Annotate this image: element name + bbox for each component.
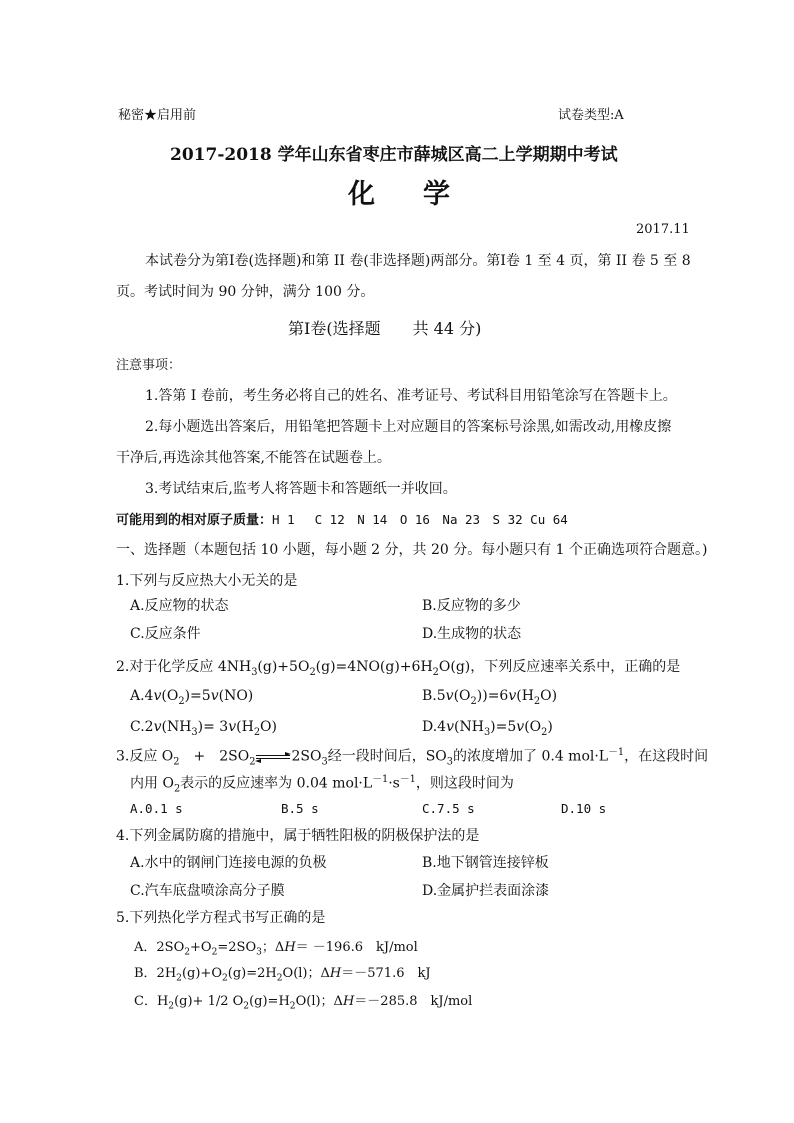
q2-stem-pre: 2.对于化学反应 [116,659,218,675]
q5-option-a: A．$2SO_2+O_2=2SO_3$；ΔH＝ －196.6 kJ/mol [134,940,418,958]
q4-stem: 4.下列金属防腐的措施中，属于牺牲阳极的阴极保护法的是 [116,828,480,844]
q4-option-d: D.金属护拦表面涂漆 [422,883,550,899]
atomic-mass-line [116,509,568,528]
q3-mid1: 经一段时间后，SO [327,748,447,765]
note-3: 3.考试结束后,监考人将答题卡和答题纸一并收回。 [145,481,457,497]
q2-stem: 2.对于化学反应 $4NH_3(g)+5O_2(g)=4NO(g)+6H_2O(g)$，下列反应速率关系中，正确的是 [116,659,681,678]
atomic-mass-label: 可能用到的相对原子质量： [116,513,273,528]
q1-stem: 1.下列与反应热大小无关的是 [116,573,298,589]
intro-line-2: 页。考试时间为 90 分钟，满分 100 分。 [116,284,375,300]
q4-option-b: B.地下钢管连接锌板 [422,855,549,871]
q3-line2-mid: 表示的反应速率为 0.04 mol·L [180,775,373,792]
q3-option-b: B.5 s [281,801,319,816]
part1-instructions: 一、选择题（本题包括 10 小题，每小题 2 分，共 20 分。每小题只有 1 个正确选项符合题意。) [116,542,708,558]
q3-option-d: D.10 s [561,801,607,816]
q5-stem: 5.下列热化学方程式书写正确的是 [116,910,326,926]
subject-title: 化学 [348,179,498,210]
confidential-label: 秘密★启用前 [118,108,197,123]
q5-c-enthalpy: ＝－285.8 kJ/mol [354,994,473,1009]
q1-option-b: B.反应物的多少 [422,598,521,614]
notes-heading: 注意事项： [116,358,182,373]
q3-stem-line-1: 3.反应 $O_2$ + $2SO_2$ $2SO_3$经一段时间后，$SO_3$的浓度增加了 0.4 $mol\cdot L^{-1}$，在这段时间 [116,747,709,768]
q2-option-b: $B.5v(O_2))=6v(H_2O)$ [422,688,558,707]
q3-option-c: C.7.5 s [422,801,475,816]
q5-b-enthalpy: ＝－571.6 kJ [341,966,431,981]
atomic-mass-values: H 1 C 12 N 14 O 16 Na 23 S 32 Cu 64 [272,512,568,527]
q3-option-a: A.0.1 s [130,801,183,816]
q2-option-d: $D.4v(NH_3)=5v(O_2)$ [422,719,553,738]
exam-date: 2017.11 [636,222,690,237]
q5-a-enthalpy: ＝ －196.6 kJ/mol [295,940,418,955]
note-1: 1.答第 I 卷前，考生务必将自己的姓名、准考证号、考试科目用铅笔涂写在答题卡上。 [145,388,677,404]
q3-mid2: 的浓度增加了 0.4 mol·L [453,748,609,765]
q1-option-d: D.生成物的状态 [422,626,522,642]
q2-option-a: $A.4v(O_2)=5v(NO)$ [130,688,254,707]
q3-pre: 3.反应 O [116,748,174,765]
q5-option-b: B．$2H_2(g)+O_2(g)=2H_2O(l)$；ΔH＝－571.6 kJ [134,966,431,984]
q1-option-c: C.反应条件 [130,626,201,642]
paper-type-label: 试卷类型:A [558,108,624,123]
section1-title: 第Ⅰ卷(选择题 共 44 分) [288,319,482,338]
q3-mid3: ，在这段时间 [624,748,709,765]
q3-stem-line-2: 内用 $O_2$表示的反应速率为 0.04 $mol\cdot L^{-1}\cdot s^{-1}$，则这段时间为 [130,774,514,795]
equilibrium-arrow-icon [256,753,290,761]
exam-title: 2017-2018 学年山东省枣庄市薛城区高二上学期期中考试 [170,145,618,165]
q2-option-c: $C.2v(NH_3)= 3v(H_2O)$ [130,719,277,738]
q4-option-c: C.汽车底盘喷涂高分子膜 [130,883,285,899]
q5-option-c: C．$H_2(g)+ 1/2$ $O_2(g)=H_2O(l)$；ΔH＝－285.8 kJ/mol [134,994,473,1012]
note-2b: 干净后,再选涂其他答案,不能答在试题卷上。 [116,450,391,466]
q3-line2-post: ，则这段时间为 [415,775,514,792]
q4-option-a: A.水中的钢闸门连接电源的负极 [130,855,327,871]
q1-option-a: A.反应物的状态 [130,598,229,614]
note-2a: 2.每小题选出答案后，用铅笔把答题卡上对应题目的答案标号涂黑,如需改动,用橡皮擦 [145,419,672,435]
intro-line-1: 本试卷分为第Ⅰ卷(选择题)和第 II 卷(非选择题)两部分。第Ⅰ卷 1 至 4 页，第 II 卷 5 至 8 [145,253,691,269]
q2-stem-post: ，下列反应速率关系中，正确的是 [470,659,681,675]
q3-line2-pre: 内用 O [130,775,174,792]
